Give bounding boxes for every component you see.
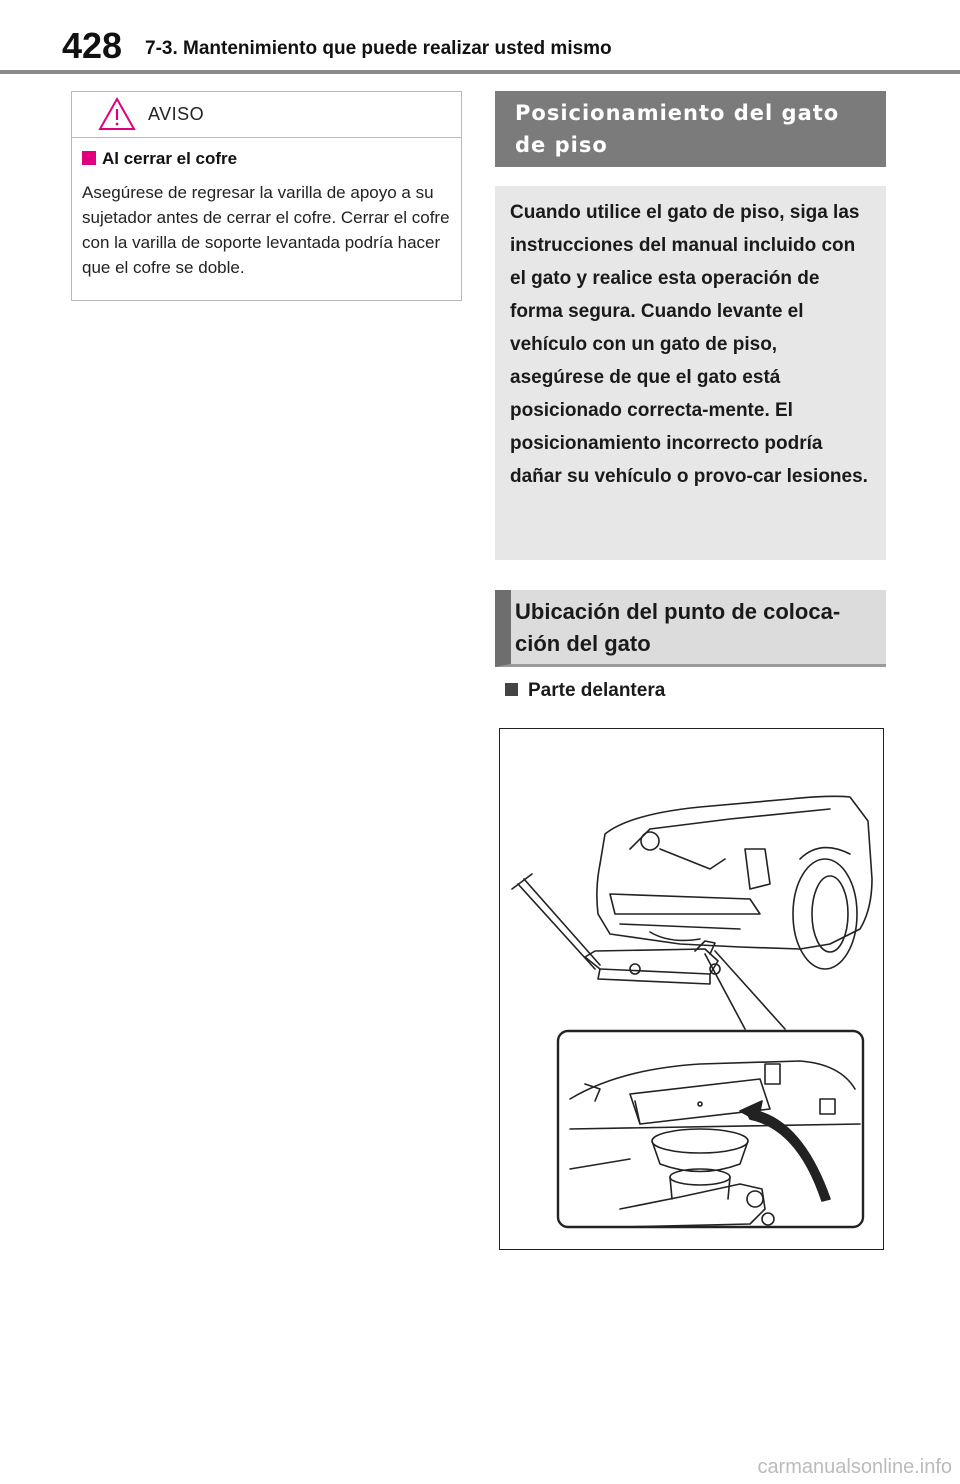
warning-subheading bbox=[82, 148, 451, 170]
warning-box bbox=[71, 91, 462, 301]
magenta-bullet-icon bbox=[82, 151, 96, 165]
sub-heading-text: Parte delantera bbox=[528, 680, 666, 701]
jack-illustration bbox=[499, 728, 884, 1250]
floor-jack-under-vehicle-illustration bbox=[500, 729, 885, 1251]
info-text: Cuando utilice el gato de piso, siga las instrucciones del manual incluido con el gato y realice esta operación de forma segura. Cuando levante el vehículo con un gato de piso, asegúrese de que el gato está posicionado correcta-mente. El posicionamiento incorrecto podría dañar su vehículo o provo-car lesiones. bbox=[510, 202, 868, 487]
section-title: Posicionamiento del gato de piso bbox=[515, 101, 840, 157]
chapter-title: 7-3. Mantenimiento que puede realizar usted mismo bbox=[145, 38, 612, 59]
square-bullet-icon bbox=[505, 683, 518, 696]
warning-body bbox=[72, 138, 461, 280]
section-heading-floor-jack bbox=[495, 91, 886, 167]
warning-subheading-text: Al cerrar el cofre bbox=[102, 149, 238, 168]
section-heading-jack-point bbox=[495, 590, 886, 667]
watermark: carmanualsonline.info bbox=[757, 1456, 952, 1478]
warning-label: AVISO bbox=[148, 104, 205, 124]
warning-header bbox=[72, 92, 461, 138]
warning-triangle-icon bbox=[98, 97, 136, 131]
section-title-2: Ubicación del punto de coloca-ción del gato bbox=[515, 599, 841, 656]
info-box bbox=[495, 186, 886, 560]
warning-text: Asegúrese de regresar la varilla de apoyo a su sujetador antes de cerrar el cofre. Cerrar el cofre con la varilla de soporte levantada podría hacer que el cofre se doble. bbox=[82, 183, 450, 277]
sub-heading-front bbox=[505, 680, 665, 702]
page-number: 428 bbox=[62, 25, 123, 66]
header-rule bbox=[0, 70, 960, 74]
